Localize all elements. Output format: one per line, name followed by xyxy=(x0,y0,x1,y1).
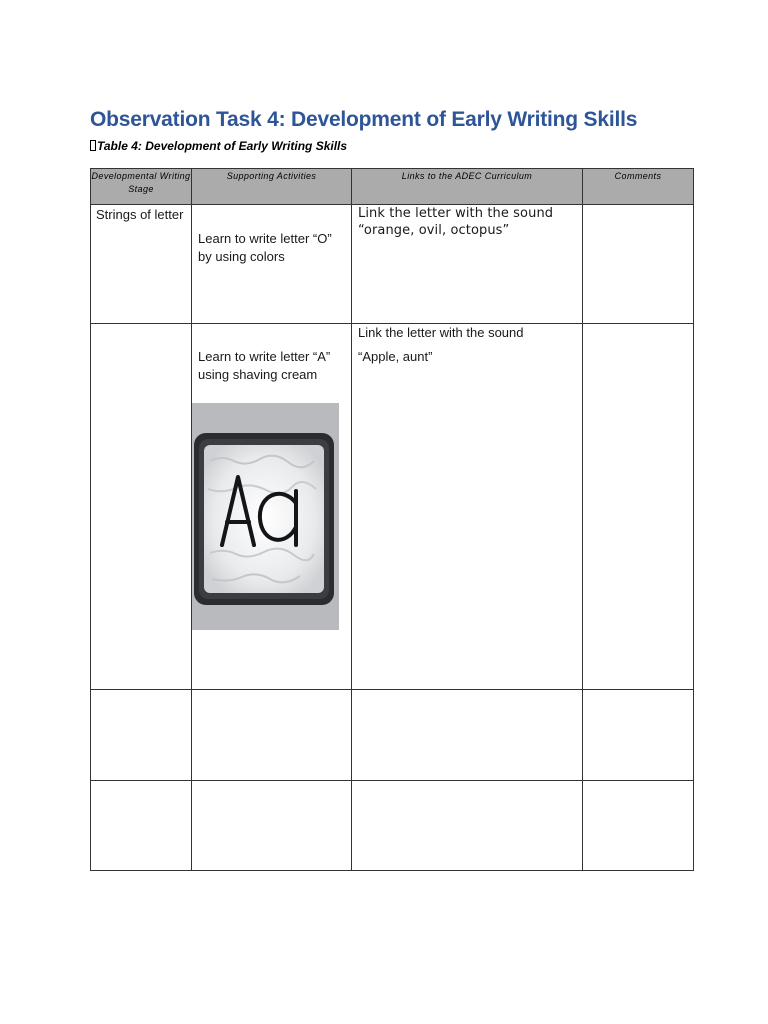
table-header-row xyxy=(91,169,694,205)
caption-marker-glyph xyxy=(90,140,96,151)
stage-cell xyxy=(91,324,192,690)
header-developmental-stage: Developmental Writing Stage xyxy=(91,169,192,205)
table-row xyxy=(91,324,694,690)
observation-table xyxy=(90,168,694,871)
activity-text: Learn to write letter “O” by using colors xyxy=(198,231,332,264)
table-row xyxy=(91,205,694,324)
shaving-cream-photo-drawing xyxy=(192,403,339,630)
shaving-cream-letter-photo xyxy=(192,403,339,630)
table-row xyxy=(91,690,694,781)
comments-cell xyxy=(583,690,694,781)
stage-cell xyxy=(91,690,192,781)
table-caption xyxy=(90,139,347,153)
curriculum-text-line2: “Apple, aunt” xyxy=(358,349,433,364)
activity-cell xyxy=(192,781,352,871)
stage-cell xyxy=(91,205,192,324)
page-title: Observation Task 4: Development of Early Writing Skills xyxy=(90,108,638,131)
comments-cell xyxy=(583,205,694,324)
curriculum-text-line1: Link the letter with the sound xyxy=(358,325,524,340)
curriculum-cell xyxy=(352,324,583,690)
header-comments: Comments xyxy=(583,169,694,205)
header-supporting-activities: Supporting Activities xyxy=(192,169,352,205)
stage-cell xyxy=(91,781,192,871)
curriculum-cell xyxy=(352,205,583,324)
activity-cell xyxy=(192,690,352,781)
table-caption-text: Table 4: Development of Early Writing Skills xyxy=(97,139,348,153)
activity-cell xyxy=(192,324,352,690)
table-row xyxy=(91,781,694,871)
activity-cell xyxy=(192,205,352,324)
comments-cell xyxy=(583,781,694,871)
curriculum-text-line1: Link the letter with the sound xyxy=(358,206,554,221)
activity-text: Learn to write letter “A” using shaving cream xyxy=(198,349,331,382)
curriculum-text-line2: “orange, ovil, octopus” xyxy=(358,223,510,238)
comments-cell xyxy=(583,324,694,690)
curriculum-cell xyxy=(352,781,583,871)
stage-text: Strings of letter xyxy=(96,207,184,222)
curriculum-cell xyxy=(352,690,583,781)
header-adec-curriculum: Links to the ADEC Curriculum xyxy=(352,169,583,205)
